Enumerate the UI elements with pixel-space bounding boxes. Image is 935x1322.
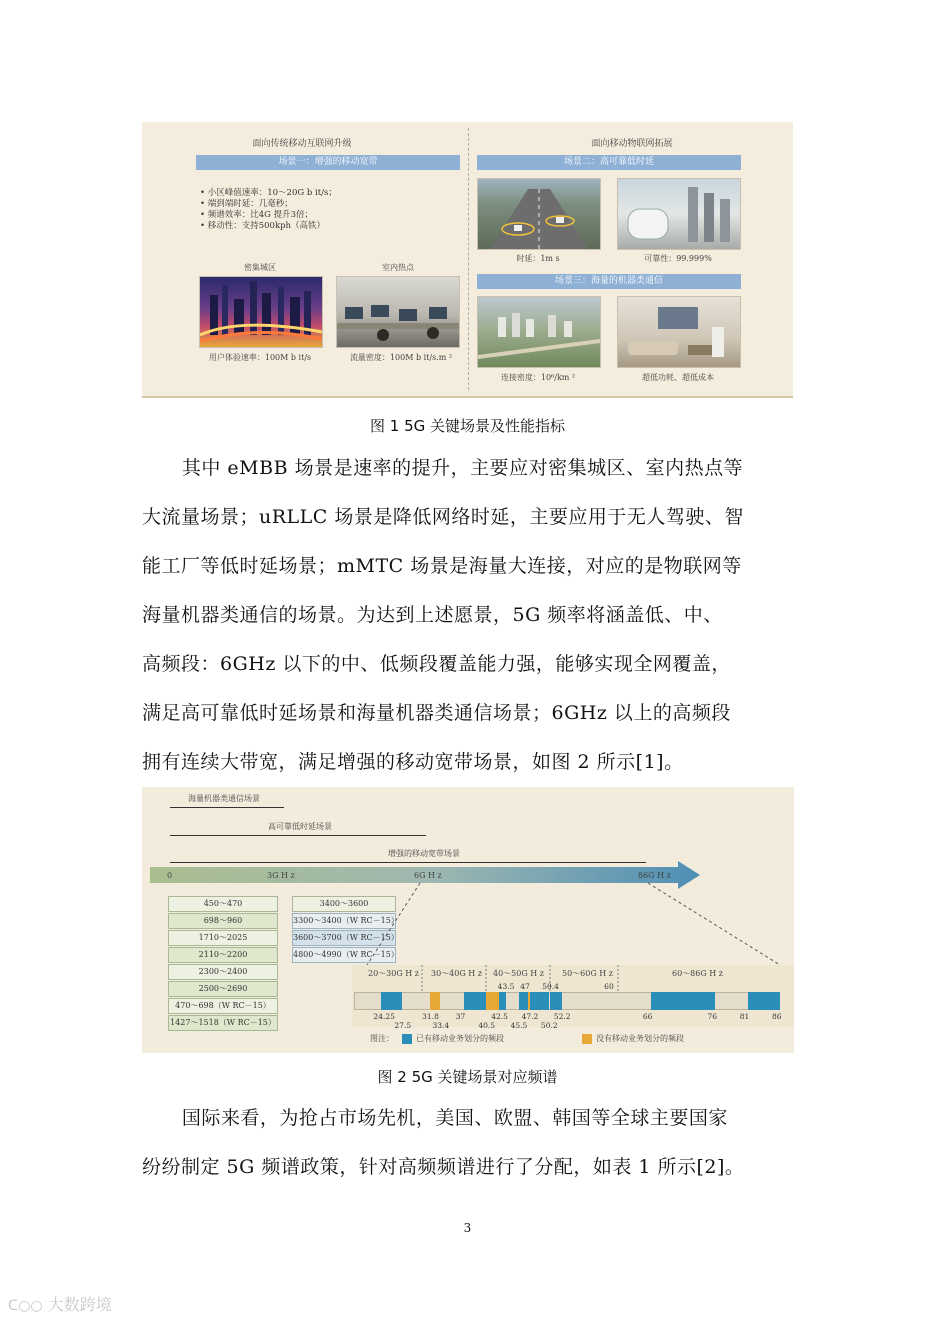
spectrum-band <box>486 992 499 1010</box>
paragraph-line: 高频段：6GHz 以下的中、低频段覆盖能力强，能够实现全网覆盖， <box>142 653 731 675</box>
band-cell: 4800～4990（W RC－15） <box>292 947 396 963</box>
legend-allocated-label: 已有移动业务划分的频段 <box>416 1034 504 1043</box>
spectrum-band <box>499 992 505 1010</box>
metric-item: • 移动性：支持500kph（高铁） <box>200 221 326 231</box>
paragraph-line: 纷纷制定 5G 频谱政策，针对高频频谱进行了分配，如表 1 所示[2]。 <box>142 1156 745 1178</box>
band-cell: 1427～1518（W RC－15） <box>168 1015 278 1031</box>
dense-city-label: 密集城区 <box>244 263 276 272</box>
smart-home-photo <box>617 296 741 368</box>
city-skyline-illustration <box>200 277 322 347</box>
segment-label: 20～30G H z <box>368 969 420 978</box>
band-segments-layer <box>142 787 794 1053</box>
tick-label-bottom: 52.2 <box>553 1012 571 1021</box>
connection-density-metric: 连接密度：10⁶/km ² <box>500 373 576 382</box>
paragraph-line: 其中 eMBB 场景是速率的提升，主要应对密集城区、室内热点等 <box>181 457 744 479</box>
industrial-plant-photo <box>617 178 741 250</box>
band-cell: 2500～2690 <box>168 981 278 997</box>
spectrum-band <box>651 992 716 1010</box>
factory-illustration <box>618 179 740 249</box>
page-number: 3 <box>463 1221 472 1235</box>
legend-title: 图注： <box>370 1034 394 1043</box>
tick-label-top: 43.5 <box>497 982 515 991</box>
embb-metrics-list <box>200 188 450 232</box>
low-power-metric: 超低功耗、超低成本 <box>642 373 714 382</box>
paragraph-line: 拥有连续大带宽，满足增强的移动宽带场景，如图 2 所示[1]。 <box>142 751 684 773</box>
left-panel-header: 面向传统移动互联网升级 <box>252 139 352 149</box>
paragraph-line: 大流量场景；uRLLC 场景是降低网络时延，主要应用于无人驾驶、智 <box>142 506 744 528</box>
tick-label-top: 60 <box>604 982 614 991</box>
scenario2-bar: 场景二：高可靠低时延 <box>477 155 741 170</box>
band-cell: 2300～2400 <box>168 964 278 980</box>
tick-label-bottom: 42.5 <box>491 1012 508 1021</box>
tick-label-bottom: 31.8 <box>422 1012 439 1021</box>
road-illustration <box>478 179 600 249</box>
legend-unallocated-swatch <box>582 1034 592 1044</box>
user-rate-metric: 用户体验速率：100M b it/s <box>208 353 312 362</box>
mmtc-scenario-label: 海量机器类通信场景 <box>188 794 260 803</box>
indoor-office-photo <box>336 276 460 348</box>
legend-unallocated-label: 没有移动业务划分的频段 <box>596 1034 684 1043</box>
tick-label-bottom: 40.5 <box>478 1021 496 1030</box>
segment-label: 40～50G H z <box>493 969 545 978</box>
axis-label-3ghz: 3G H z <box>267 871 295 880</box>
paragraph-line: 海量机器类通信的场景。为达到上述愿景，5G 频率将涵盖低、中、 <box>142 604 723 626</box>
spectrum-band <box>430 992 440 1010</box>
tick-label-bottom: 66 <box>642 1012 653 1021</box>
segment-label: 60～86G H z <box>672 969 724 978</box>
scenario1-bar: 场景一：增强的移动宽带 <box>196 155 460 170</box>
paragraph-line: 满足高可靠低时延场景和海量机器类通信场景；6GHz 以上的高频段 <box>142 702 731 724</box>
spectrum-band <box>464 992 487 1010</box>
axis-label-6ghz: 6G H z <box>414 871 442 880</box>
figure-2-caption: 图 2 5G 关键场景对应频谱 <box>377 1068 558 1086</box>
figure-1-caption: 图 1 5G 关键场景及性能指标 <box>369 417 566 435</box>
metric-item: • 频谱效率：比4G 提升3倍； <box>200 210 314 220</box>
paragraph-international <box>142 1094 794 1192</box>
spectrum-band <box>748 992 780 1010</box>
tick-label-bottom: 37 <box>455 1012 466 1021</box>
urllc-scenario-label: 高可靠低时延场景 <box>268 822 332 831</box>
tick-label-bottom: 81 <box>739 1012 750 1021</box>
axis-label-0: 0 <box>167 871 173 880</box>
spectrum-band <box>536 992 549 1010</box>
office-illustration <box>337 277 459 347</box>
tick-label-bottom: 86 <box>772 1012 782 1021</box>
latency-metric: 时延：1m s <box>516 254 560 263</box>
spectrum-band <box>381 992 402 1010</box>
segment-label: 30～40G H z <box>431 969 483 978</box>
figure-2-5g-spectrum <box>142 787 794 1053</box>
living-room-illustration <box>618 297 740 367</box>
autonomous-driving-photo <box>477 178 601 250</box>
tick-label-top: 50.4 <box>542 982 559 991</box>
band-cell: 2110～2200 <box>168 947 278 963</box>
band-cell: 470～698（W RC－15） <box>168 998 278 1014</box>
city-aerial-illustration <box>478 297 600 367</box>
tick-label-bottom: 27.5 <box>394 1021 412 1030</box>
band-cell: 450～470 <box>168 896 278 912</box>
spectrum-band <box>550 992 562 1010</box>
tick-label-bottom: 33.4 <box>432 1021 450 1030</box>
smart-city-aerial-photo <box>477 296 601 368</box>
embb-scenario-label: 增强的移动宽带场景 <box>388 849 460 858</box>
tick-label-bottom: 47.2 <box>521 1012 539 1021</box>
metric-item: • 小区峰值速率：10～20G b it/s； <box>200 188 337 198</box>
paragraph-line: 国际来看，为抢占市场先机，美国、欧盟、韩国等全球主要国家 <box>181 1107 728 1129</box>
logo-icon: ᑕ○○ <box>8 1298 43 1314</box>
tick-label-bottom: 76 <box>707 1012 717 1021</box>
brand-logo <box>8 1292 112 1315</box>
axis-label-86ghz: 86G H z <box>638 871 671 880</box>
indoor-hotspot-label: 室内热点 <box>382 263 414 272</box>
tick-label-bottom: 45.5 <box>510 1021 528 1030</box>
legend-allocated-swatch <box>402 1034 412 1044</box>
spectrum-band <box>519 992 529 1010</box>
dense-city-photo <box>199 276 323 348</box>
band-cell: 3300～3400（W RC－15） <box>292 913 396 929</box>
segment-label: 50～60G H z <box>562 969 614 978</box>
traffic-density-metric: 流量密度：100M b it/s.m ² <box>349 353 453 362</box>
band-cell: 3600～3700（W RC－15） <box>292 930 396 946</box>
tick-label-top: 47 <box>520 982 530 991</box>
band-cell: 3400～3600 <box>292 896 396 912</box>
reliability-metric: 可靠性：99.999% <box>644 254 712 263</box>
metric-item: • 端到端时延：几毫秒； <box>200 199 293 209</box>
scenario3-bar: 场景三：海量的机器类通信 <box>477 274 741 289</box>
band-cell: 698～960 <box>168 913 278 929</box>
tick-label-bottom: 50.2 <box>540 1021 558 1030</box>
right-panel-header: 面向移动物联网拓展 <box>591 139 673 149</box>
band-cell: 1710～2025 <box>168 930 278 946</box>
logo-text: 大数跨境 <box>47 1295 112 1314</box>
tick-label-bottom: 24.25 <box>373 1012 395 1021</box>
paragraph-line: 能工厂等低时延场景；mMTC 场景是海量大连接，对应的是物联网等 <box>142 555 742 577</box>
